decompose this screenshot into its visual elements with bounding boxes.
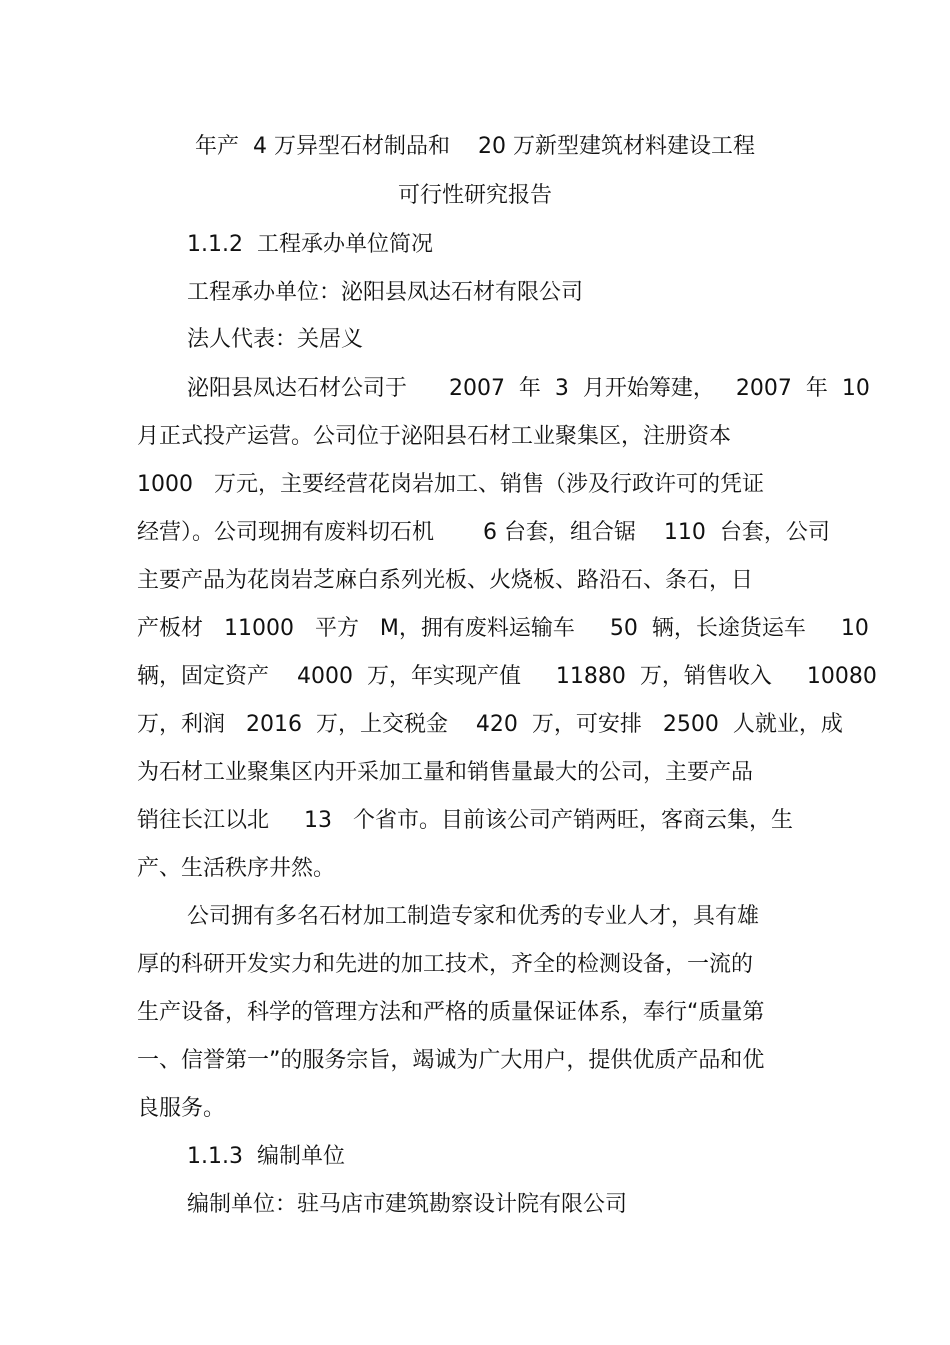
legal-representative-line: 法人代表：关居义 xyxy=(187,327,364,352)
paragraph-2-line: 厚的科研开发实力和先进的加工技术，齐全的检测设备，一流的 xyxy=(137,952,754,977)
compiling-unit-line: 编制单位：驻马店市建筑勘察设计院有限公司 xyxy=(187,1192,628,1217)
paragraph-1-line: 1000 万元，主要经营花岗岩加工、销售（涉及行政许可的凭证 xyxy=(137,472,764,497)
paragraph-1-line: 月正式投产运营。公司位于泌阳县石材工业聚集区，注册资本 xyxy=(137,424,732,449)
paragraph-1-line: 销往长江以北 13 个省市。目前该公司产销两旺，客商云集，生 xyxy=(137,808,793,833)
paragraph-1-line: 主要产品为花岗岩芝麻白系列光板、火烧板、路沿石、条石，日 xyxy=(137,568,754,593)
paragraph-1-line: 为石材工业聚集区内开采加工量和销售量最大的公司，主要产品 xyxy=(137,760,754,785)
paragraph-1-line: 万，利润 2016 万，上交税金 420 万，可安排 2500 人就业，成 xyxy=(137,712,843,737)
paragraph-2-line: 生产设备，科学的管理方法和严格的质量保证体系，奉行“质量第 xyxy=(137,1000,765,1025)
paragraph-1-line: 经营）。公司现拥有废料切石机 6 台套，组合锯 110 台套，公司 xyxy=(137,520,830,545)
undertaking-unit-line: 工程承办单位：泌阳县凤达石材有限公司 xyxy=(187,280,584,305)
title-line-2: 可行性研究报告 xyxy=(397,183,552,208)
section-1-1-2-heading: 1.1.2 工程承办单位简况 xyxy=(187,232,433,257)
paragraph-1-line: 产、生活秩序井然。 xyxy=(137,856,336,881)
section-1-1-3-heading: 1.1.3 编制单位 xyxy=(187,1144,345,1169)
paragraph-1-line: 产板材 11000 平方 M，拥有废料运输车 50 辆，长途货运车 10 xyxy=(137,616,869,641)
paragraph-2-line: 公司拥有多名石材加工制造专家和优秀的专业人才，具有雄 xyxy=(187,904,760,929)
paragraph-1-line: 辆，固定资产 4000 万，年实现产值 11880 万，销售收入 10080 xyxy=(137,664,877,689)
title-line-1: 年产 4 万异型石材制品和 20 万新型建筑材料建设工程 xyxy=(195,134,755,159)
paragraph-1-line: 泌阳县凤达石材公司于 2007 年 3 月开始筹建， 2007 年 10 xyxy=(187,376,870,401)
paragraph-2-line: 良服务。 xyxy=(137,1096,226,1121)
paragraph-2-line: 一、信誉第一”的服务宗旨，竭诚为广大用户，提供优质产品和优 xyxy=(137,1048,765,1073)
